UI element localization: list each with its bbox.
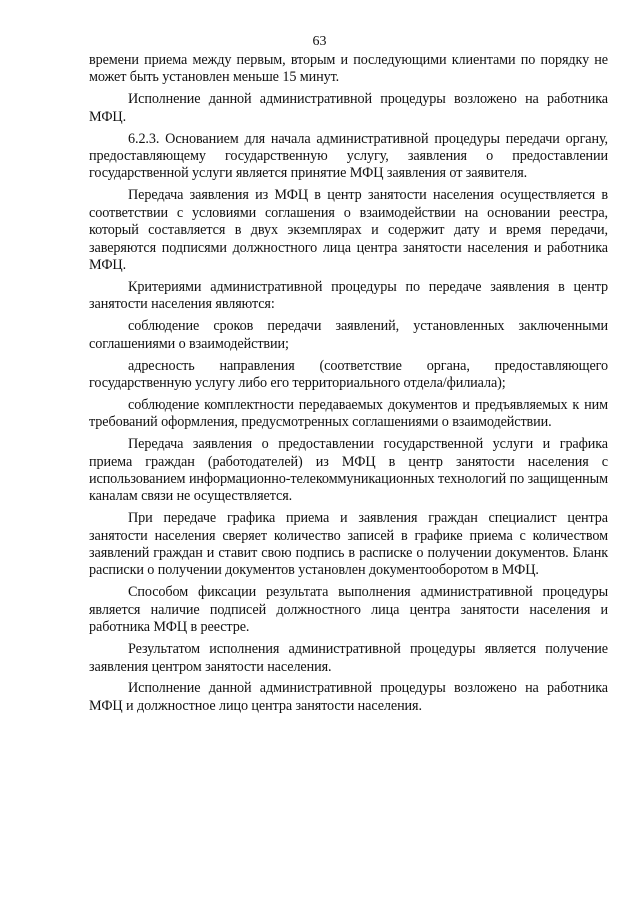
- paragraph-3: 6.2.3. Основанием для начала административной процедуры передачи органу, предоставляющему государственную услугу, заявления о предоставлении государственной услуги является принятие МФЦ заявления от заявителя.: [89, 130, 608, 182]
- paragraph-2: Исполнение данной административной процедуры возложено на работника МФЦ.: [89, 91, 608, 125]
- paragraph-5: Критериями административной процедуры по передаче заявления в центр занятости населения являются:: [89, 278, 608, 313]
- paragraph-7: адресность направления (соответствие органа, предоставляющего государственную услугу либо его территориального отдела/филиала);: [89, 357, 608, 391]
- paragraph-1: времени приема между первым, вторым и последующими клиентами по порядку не может быть установлен меньше 15 минут.: [89, 52, 608, 86]
- paragraph-9: Передача заявления о предоставлении государственной услуги и графика приема граждан (работодателей) из МФЦ в центр занятости населения с использованием информационно-телекоммуникационных технологий по защищенным каналам связи не осуществляется.: [89, 436, 608, 505]
- page-number: 63: [312, 34, 327, 49]
- paragraph-8: соблюдение комплектности передаваемых документов и предъявляемых к ним требований оформления, предусмотренных соглашениями о взаимодействии.: [89, 396, 608, 431]
- paragraph-11: Способом фиксации результата выполнения административной процедуры является наличие подписей должностного лица центра занятости населения и работника МФЦ в реестре.: [89, 584, 608, 636]
- paragraph-13: Исполнение данной административной процедуры возложено на работника МФЦ и должностное лицо центра занятости населения.: [89, 680, 608, 714]
- paragraph-10: При передаче графика приема и заявления граждан специалист центра занятости населения сверяет количество записей в графике приема с количеством заявлений граждан и ставит свою подпись в расписке о получении документов. Бланк расписки о получении документов установлен документооборотом в МФЦ.: [89, 510, 608, 579]
- paragraph-4: Передача заявления из МФЦ в центр занятости населения осуществляется в соответствии с условиями соглашения о взаимодействии на основании реестра, который составляется в двух экземплярах и содержит дату и время передачи, заверяются подписями должностного лица центра занятости населения и работника МФЦ.: [89, 187, 608, 273]
- paragraph-12: Результатом исполнения административной процедуры является получение заявления центром занятости населения.: [89, 641, 608, 675]
- body-text: [89, 52, 608, 720]
- paragraph-6: соблюдение сроков передачи заявлений, установленных заключенными соглашениями о взаимодействии;: [89, 318, 608, 352]
